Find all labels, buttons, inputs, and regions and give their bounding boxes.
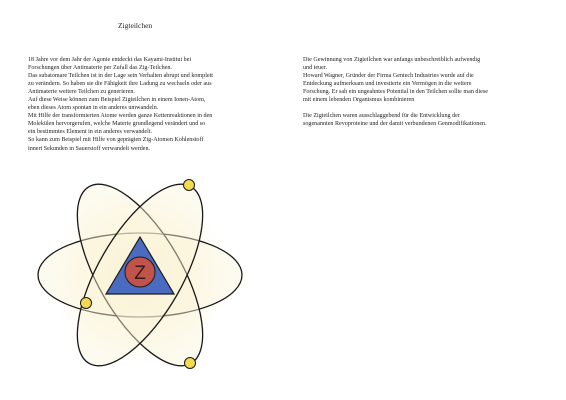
nucleus-letter: Z: [134, 263, 146, 284]
electron: [185, 358, 196, 369]
text-line: mit einem lebenden Organismus kombinieren: [303, 97, 415, 104]
text-line: Molekülen hervorgerufen, welche Materie grundlegend verändert und so: [28, 121, 206, 128]
text-line: 18 Jahre vor dem Jahr der Agonie entdeckt das Kayami-Institut bei: [28, 57, 192, 63]
text-line: Auf diese Weise können zum Beispiel Zigteilchen in einem Ionen-Atom,: [28, 97, 206, 104]
text-line: Das subatomare Teilchen ist in der Lage sein Verhalten abrupt und komplett: [28, 73, 213, 80]
text-line: eben dieses Atom spontan in ein anderes umwandeln.: [28, 105, 159, 112]
left-text-column: [28, 56, 278, 153]
text-line: und teuer.: [303, 65, 328, 72]
page-title: Zigteilchen: [118, 21, 153, 30]
paragraph-gap: [303, 104, 548, 112]
text-line: Die Zigteilchen waren ausschlaggebend für die Entwicklung der: [303, 113, 460, 120]
text-line: Antimaterie weitere Teilchen zu generieren.: [28, 89, 135, 96]
text-line: ein bestimmtes Element in ein anderes verwandelt.: [28, 129, 153, 136]
text-line: sogenannten Revoproteine und der damit verbundenen Genmodifikationen.: [303, 121, 487, 128]
text-line: So kann zum Beispiel mit Hilfe von geprägten Zig-Atomen Kohlenstoff: [28, 137, 204, 144]
text-line: Forschungen über Antimaterie per Zufall das Zig-Teilchen.: [28, 65, 172, 72]
text-line: Mit Hilfe der transformierten Atome werden ganze Kettenreaktionen in den: [28, 113, 213, 120]
text-line: innert Sekunden in Sauerstoff verwandelt werden.: [28, 145, 151, 152]
right-text-column: [303, 56, 548, 128]
atom-illustration: [30, 178, 270, 388]
text-line: Entdeckung aufmerksam und investierte ein Vermögen in die weitere: [303, 81, 472, 88]
text-line: Forschung. Er sah ein ungeahntes Potential in den Teilchen sollte man diese: [303, 89, 488, 96]
text-line: Die Gewinnung von Zigteilchen war anfangs unbeschreiblich aufwendig: [303, 57, 481, 63]
text-line: Howard Wagner, Gründer der Firma Gentech Industries wurde auf die: [303, 73, 474, 80]
text-line: zu verändern. So haben sie die Fähigkeit ihre Ladung zu wechseln oder aus: [28, 81, 212, 88]
electron: [184, 180, 195, 191]
electron: [81, 298, 92, 309]
